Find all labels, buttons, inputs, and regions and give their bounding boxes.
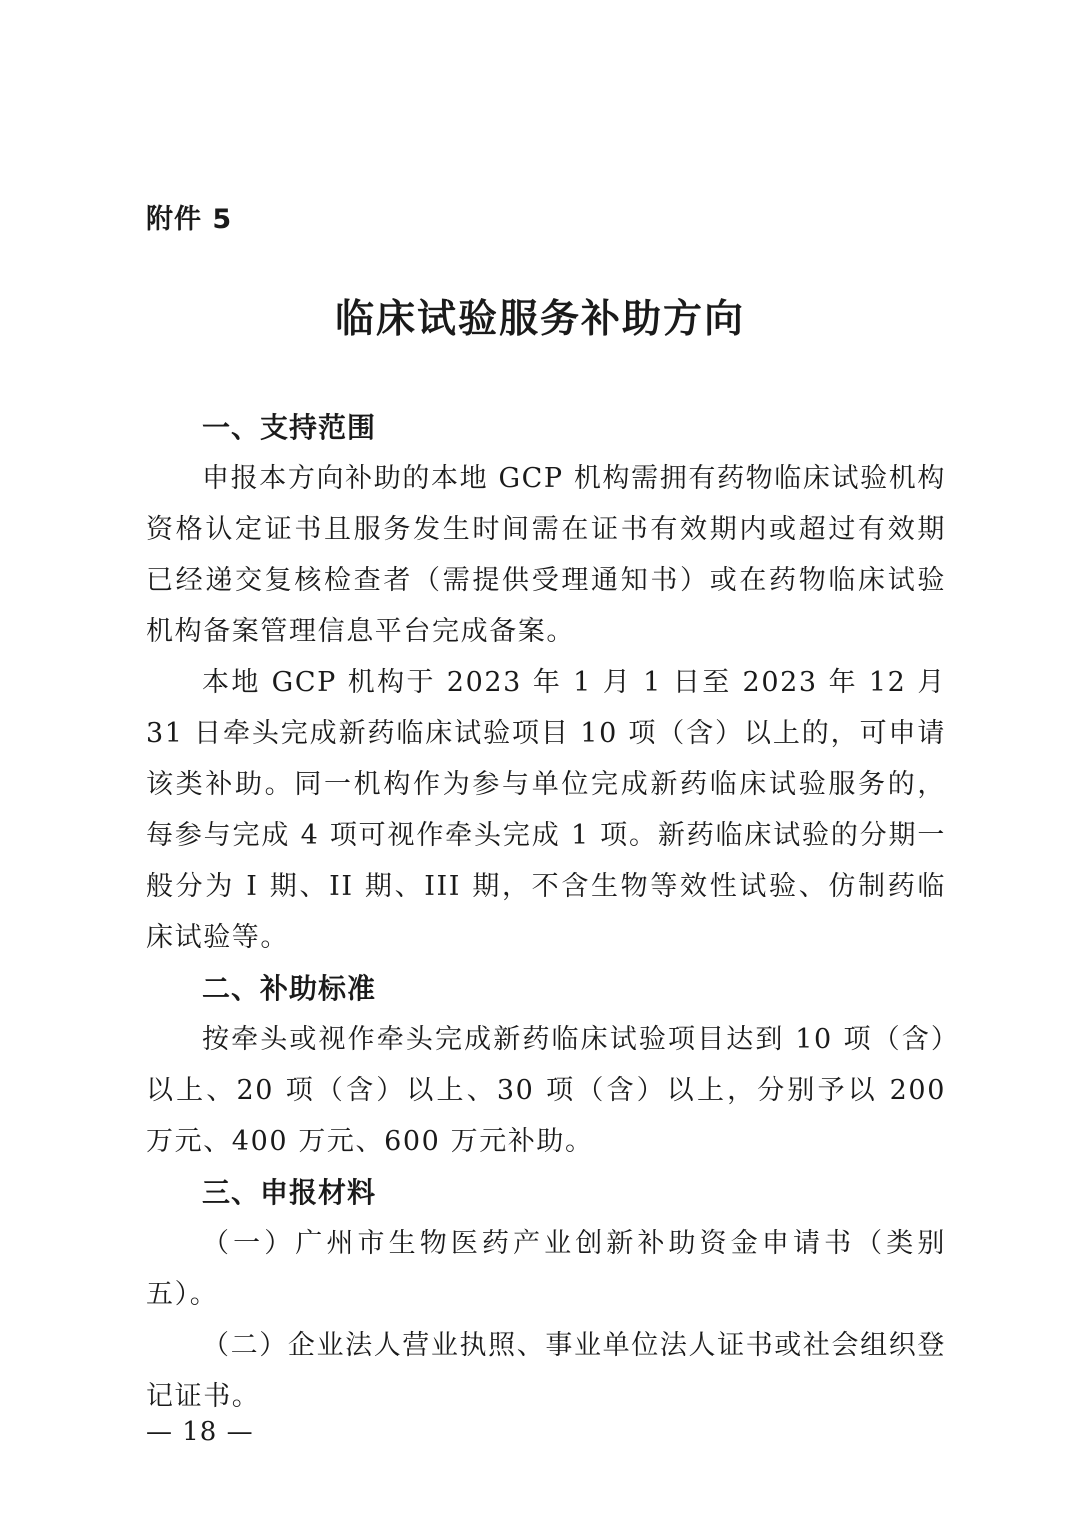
page-title: 临床试验服务补助方向 xyxy=(334,297,745,342)
section-support-scope xyxy=(146,402,946,963)
section-heading: 一、支持范围 xyxy=(202,411,377,444)
paragraph: 本地 GCP 机构于 2023 年 1 月 1 日至 2023 年 12 月 31 日牵头完成新药临床试验项目 10 项（含）以上的，可申请该类补助。同一机构作为参与单位完成新药临床试验服务的，每参与完成 4 项可视作牵头完成 1 项。新药临床试验的分期一般分为 I 期、II 期、III 期，不含生物等效性试验、仿制药临床试验等。 xyxy=(146,667,946,953)
section-application-materials xyxy=(146,1167,946,1422)
list-item: （二）企业法人营业执照、事业单位法人证书或社会组织登记证书。 xyxy=(146,1330,946,1412)
list-item: （一）广州市生物医药产业创新补助资金申请书（类别五）。 xyxy=(146,1228,946,1310)
page-number: — 18 — xyxy=(146,1417,254,1447)
paragraph: 按牵头或视作牵头完成新药临床试验项目达到 10 项（含）以上、20 项（含）以上、30 项（含）以上，分别予以 200 万元、400 万元、600 万元补助。 xyxy=(146,1024,946,1157)
paragraph: 申报本方向补助的本地 GCP 机构需拥有药物临床试验机构资格认定证书且服务发生时间需在证书有效期内或超过有效期已经递交复核检查者（需提供受理通知书）或在药物临床试验机构备案管理信息平台完成备案。 xyxy=(146,463,946,647)
section-subsidy-standard xyxy=(146,963,946,1167)
document-body xyxy=(146,402,946,1422)
section-heading: 三、申报材料 xyxy=(202,1176,377,1209)
section-heading: 二、补助标准 xyxy=(202,972,377,1005)
attachment-label: 附件 5 xyxy=(146,204,233,235)
